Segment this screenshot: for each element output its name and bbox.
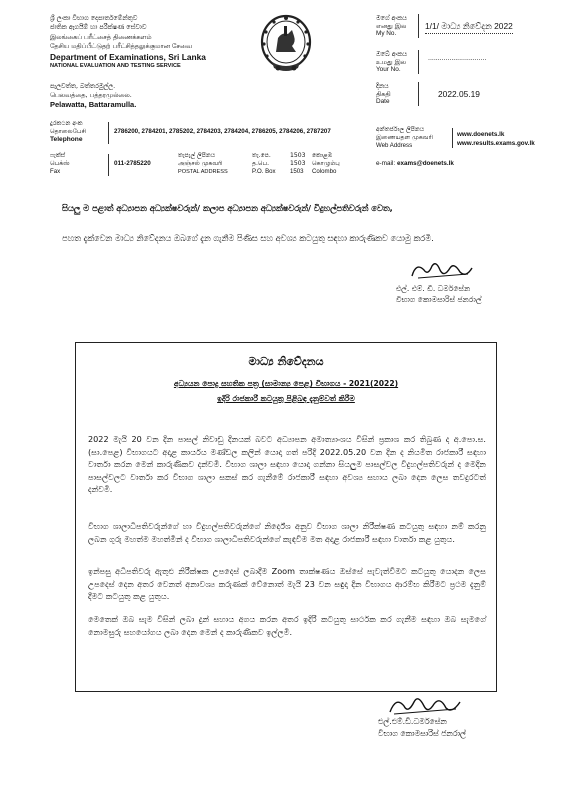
fax-labels	[50, 152, 70, 176]
web-label-ta: இணையதள முகவரி	[376, 134, 433, 141]
email-label: e-mail:	[376, 160, 396, 167]
org-line-1: ශ්‍රී ලංකා විභාග දෙපාර්තමේන්තුව	[50, 14, 138, 22]
service-name-en: NATIONAL EVALUATION AND TESTING SERVICE	[50, 62, 181, 69]
my-no-label-en: My No.	[376, 30, 397, 38]
web-link-results[interactable]: www.results.exams.gov.lk	[457, 140, 535, 147]
notice-paragraph-4: මෙතෙක් ඔබ සැම විසින් ලබා දුන් සහාය අගය කරන අතර ඉදිරි කටයුතු සාර්ථක කර ගැනීම සඳහා ඔබ සැමගේ නොමසුරු සහයෝගය ලබා දෙන මෙන් ද කාරුණිකව ඉල්ලමි.	[88, 614, 486, 637]
telephone-labels	[50, 120, 86, 144]
your-no-label-si: ඔබේ අංකය	[376, 50, 408, 58]
po-city-si: කොළඹ	[312, 152, 333, 159]
your-number-value: ..............................	[428, 55, 487, 62]
address-en: Pelawatta, Battaramulla.	[50, 100, 137, 110]
my-no-label-ta: எனது இல	[376, 22, 407, 31]
my-number-labels	[376, 14, 407, 39]
date-label-ta: திகதி	[376, 90, 391, 99]
postal-address-labels	[178, 152, 228, 176]
signatory-title-bottom: විභාග කොමසාරිස් ජනරාල්	[378, 728, 466, 738]
letterhead-organization	[50, 14, 250, 110]
your-no-label-en: Your No.	[376, 66, 401, 74]
postal-label-ta: அஞ்சல் முகவரி	[178, 160, 223, 167]
po-label-en: P.O. Box	[252, 168, 276, 175]
web-label-en: Web Address	[376, 142, 413, 149]
telephone-label-en: Telephone	[50, 136, 83, 143]
fax-label-ta: பெக்ஸ்	[50, 160, 70, 167]
org-line-2: ජාතික ඇගයීම් හා පරීක්ෂණ සේවාව	[50, 23, 147, 32]
org-name-en: Department of Examinations, Sri Lanka	[50, 51, 206, 62]
telephone-numbers: 2786200, 2784201, 2785202, 2784203, 2784204, 2786205, 2784206, 2787207	[114, 128, 331, 135]
request-line: පහත දැක්වෙන මාධ්‍ය නිවේදනය ඔබගේ දැන ගැනීම පිණිස සහ අවශ්‍ය කටයුතු සඳහා කාරුණිකව යොමු කරමි.	[62, 233, 434, 243]
org-line-4: தேசிய மதிப்பீட்டுதற் பரீட்சித்தலுக்குமான சேவை	[50, 42, 193, 51]
po-label-ta: த.பெ.	[252, 160, 270, 167]
po-city	[312, 152, 340, 176]
notice-paragraph-1: 2022 මැයි 20 වන දින පාසල් නිවාඩු දිනයක් බවට අධ්‍යාපන අමාත්‍යාංශය විසින් ප්‍රකාශ කර තිබුණ ද අ.පො.ස. (සා.පෙළ) විභාගයට අදාළ කාර්යය මණ්ඩල කලින් යොදා ගත් පරිදි 2022.05.20 වන දින ද නියමිත රාජකාරී සඳහා වාර්තා කරන මෙන් කාරුණිකව දන්වමි. විභාග ශාලා සඳහා යොදා ගන්නා සියලුම පාසල්වල විදුහල්පතිවරුන් ද මෙදින පාසල්වලට වාර්තා කර විභාග ශාලා සකස් කර ගැනීමේ රාජකාරී සඳහා අවශ්‍ය සහාය ලබා දෙන ලෙස තවදුරටත් දන්වමි.	[88, 434, 486, 495]
postal-label-en: POSTAL ADDRESS	[178, 169, 228, 175]
media-notice-box	[75, 342, 497, 692]
date-label-si: දිනය	[376, 82, 389, 90]
sri-lanka-emblem	[258, 12, 314, 78]
signatory-name-bottom: එල්.එම්.ඩී.ධර්මසේන	[378, 717, 447, 726]
notice-subtitle: අධ්‍යයන පොදු සහතික පත්‍ර (සාමාන්‍ය පෙළ) විභාගය - 2021(2022)	[173, 379, 399, 388]
web-label-si: අන්තර්ජාල ලිපිනය	[376, 126, 425, 133]
addressee-line: සියලු ම පළාත් අධ්‍යාපන අධ්‍යක්ෂවරුන්/ කලාප අධ්‍යාපන අධ්‍යක්ෂවරුන්/ විදුහල්පතිවරුන් වෙත,	[62, 203, 393, 213]
email-link[interactable]: exams@doenets.lk	[396, 160, 454, 167]
po-box-numbers	[290, 152, 306, 176]
signatory-title-top: විභාග කොමසාරිස් ජනරාල්	[396, 295, 482, 304]
signature-bottom	[386, 692, 466, 718]
telephone-label-si: දුරකථන අංක	[50, 120, 83, 127]
signature-top	[408, 256, 480, 282]
po-number-ta: 1503	[290, 160, 306, 167]
notice-paragraph-2: විභාග ශාලාධිපතිවරුන්ගේ හා විදුහල්පතිවරුන්ගේ නිර්දේශ අනුව විභාග ශාලා නිරීක්ෂණ කටයුතු සඳහා නම් කරනු ලබන ගුරු මහත්ම මහත්මීන් ද විභාග ශාලාධිපතිවරුන්ගේ කැඳවීම මත අදාළ රාජකාරී සඳහා වාර්තා කළ යුතුය.	[88, 521, 486, 544]
address-si: පැලවත්ත, බත්තරමුල්ල.	[50, 81, 116, 90]
date-label-en: Date	[376, 98, 390, 106]
po-box-labels	[252, 152, 276, 176]
po-label-si: තැ.පෙ.	[252, 152, 271, 159]
org-line-3: இலங்கைப் பரீட்சைத் திணைக்களம்	[50, 32, 152, 41]
telephone-label-ta: தொலைபேசி	[50, 128, 87, 135]
web-address-labels	[376, 126, 433, 150]
po-number-si: 1503	[290, 152, 306, 159]
my-number-value: 1/1/ මාධ්‍ය නිවේදන 2022	[425, 21, 513, 34]
postal-label-si: තැපැල් ලිපිනය	[178, 152, 216, 159]
po-city-ta: கொழும்பு	[312, 160, 340, 167]
web-addresses	[457, 130, 535, 148]
my-no-label-si: මගේ අංකය	[376, 14, 407, 22]
notice-title: මාධ්‍ය නිවේදනය	[248, 355, 324, 368]
fax-number: 011-2785220	[114, 160, 151, 167]
web-link-doenets[interactable]: www.doenets.lk	[457, 131, 505, 138]
signatory-block-bottom	[378, 716, 466, 739]
notice-paragraph-3: ඉන්පසු අධිපතිවරු ඇතුළු නිරීක්ෂක උපදෙස් ලබාදීම Zoom තාක්ෂණය ඔස්සේ පැවැත්වීමට කටයුතු යොදන ලෙස උපදෙස් දෙන අතර වෙනත් අනාවශ්‍ය කරුණක් වේනොත් මැයි 23 වන සඳුදා දින විභාගය ආරම්භ කිරීමට ප්‍රථම දැනුම් දීමට කටයුතු කළ යුතුය.	[88, 566, 486, 602]
email-row	[376, 160, 454, 168]
fax-label-en: Fax	[50, 168, 61, 175]
signatory-block-top	[396, 283, 482, 305]
date-value: 2022.05.19	[438, 89, 480, 99]
address-ta: பெலவத்தை, பத்தரமுல்லை.	[50, 91, 132, 100]
po-city-en: Colombo	[312, 168, 337, 175]
your-no-label-ta: உமது இல	[376, 58, 407, 67]
your-number-labels	[376, 50, 407, 75]
fax-label-si: ෆැක්ස්	[50, 152, 66, 159]
po-number-en: 1503	[290, 168, 304, 175]
notice-subject: ඉදිරි රාජකාරී කටයුතු පිළිබඳ දැනුම්වත් කිරීම	[217, 394, 355, 403]
date-labels	[376, 82, 391, 107]
signatory-name-top: එල්. එම්. ඩී. ධර්මසේන	[396, 284, 471, 293]
